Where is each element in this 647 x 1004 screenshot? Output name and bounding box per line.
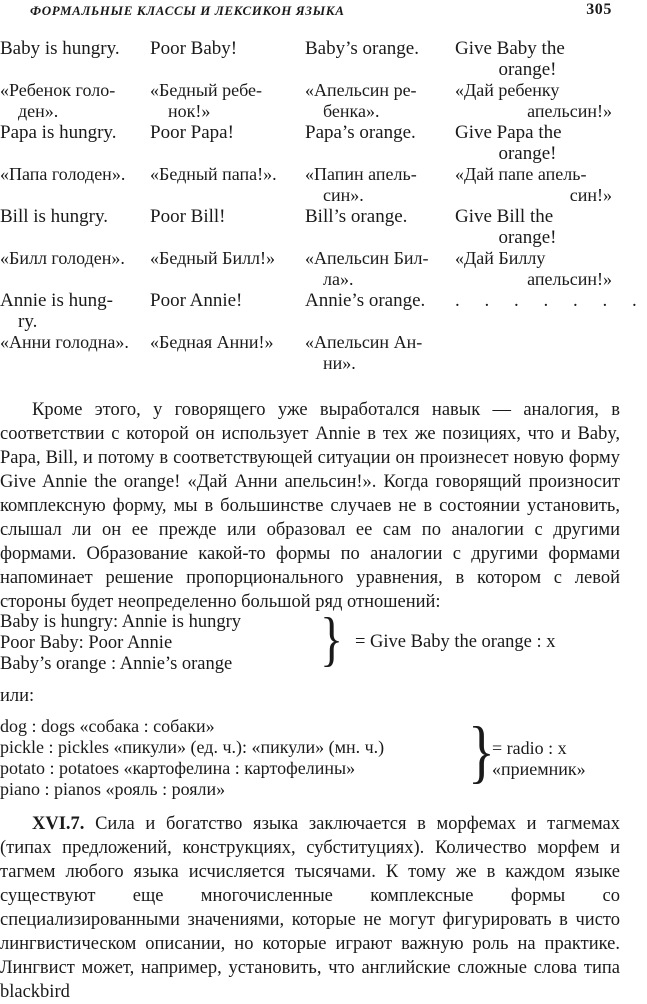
equation-2-line: dog : dogs «собака : собаки»: [0, 716, 215, 736]
table-cell: [150, 38, 305, 80]
equation-1-line: Baby’s orange : Annie’s orange: [0, 654, 233, 674]
equation-2-line: pickle : pickles «пикули» (ед. ч.): «пикули» (мн. ч.): [0, 737, 385, 757]
table-cell: [305, 164, 455, 206]
cell-line: апельсин!»: [527, 101, 612, 121]
table-cell: [455, 80, 620, 122]
table-cell: [455, 164, 620, 206]
table-cell: [150, 248, 305, 290]
cell-line: . . . . . . .: [455, 290, 647, 311]
table-cell: [305, 332, 455, 374]
cell-line: «Бедный Билл!»: [150, 248, 276, 268]
cell-line: «Дай Биллу: [455, 248, 546, 268]
cell-line: Baby’s orange.: [305, 38, 419, 59]
cell-line: ден».: [18, 101, 59, 121]
table-cell: [0, 290, 150, 332]
table-cell: [305, 290, 455, 332]
equation-2-left: [0, 716, 384, 800]
table-cell: [150, 206, 305, 248]
cell-line: ла».: [323, 269, 354, 289]
table-cell: [0, 164, 150, 206]
cell-line: orange!: [498, 143, 557, 164]
equation-2-result-gloss: «приемник»: [492, 759, 586, 779]
table-cell: [305, 248, 455, 290]
table-cell: [305, 206, 455, 248]
paragraph-section-xvi-7: [0, 812, 620, 1004]
running-head: ФОРМАЛЬНЫЕ КЛАССЫ И ЛЕКСИКОН ЯЗЫКА: [30, 3, 345, 18]
table-cell: [455, 248, 620, 290]
table-cell: [455, 38, 620, 80]
cell-line: Annie is hung-: [0, 290, 113, 311]
table-row: [0, 164, 620, 206]
cell-line: син!»: [569, 185, 612, 205]
cell-line: «Дай ребенку: [455, 80, 560, 100]
table-cell: [455, 332, 620, 374]
table-cell: [0, 248, 150, 290]
table-cell: [305, 122, 455, 164]
table-row: [0, 332, 620, 374]
cell-line: «Ребенок голо-: [0, 80, 116, 100]
cell-line: апельсин!»: [527, 269, 612, 289]
cell-line: «Билл голоден».: [0, 248, 125, 268]
equation-1-left: [0, 612, 241, 675]
cell-line: Give Papa the: [455, 122, 562, 143]
table-cell: [0, 38, 150, 80]
cell-line: orange!: [498, 227, 557, 248]
section-text: Сила и богатство языка заключается в морфемах и тагмемах (типах предложений, конструкциях, субституциях). Количество морфем и тагмем любого языка исчисляется тысячами. К тому же в каждом языке существуют еще многочисленные комплексные формы со специализированными значениями, которые не могут фигурировать в чисто лингвистическом описании, но которые играют важную роль на практике. Лингвист может, например, установить, что английские сложные слова типа blackbird: [0, 814, 621, 1002]
equation-2-result: [492, 738, 586, 780]
cell-line: «Папа голоден».: [0, 164, 126, 184]
table-cell: [150, 164, 305, 206]
right-brace: }: [320, 606, 344, 673]
table-cell: [305, 38, 455, 80]
cell-line: Poor Papa!: [150, 122, 234, 143]
table-row: [0, 290, 647, 332]
table-cell: [455, 206, 620, 248]
table-row: [0, 122, 620, 164]
cell-line: orange!: [498, 59, 557, 80]
table-cell: [0, 122, 150, 164]
cell-line: Bill is hungry.: [0, 206, 109, 227]
cell-line: ни».: [323, 353, 356, 373]
cell-line: «Апельсин Ан-: [305, 332, 423, 352]
table-cell: [150, 332, 305, 374]
or-label: или:: [0, 686, 35, 706]
cell-line: Baby is hungry.: [0, 38, 120, 59]
cell-line: Give Bill the: [455, 206, 554, 227]
page-number: 305: [586, 1, 612, 18]
equation-2-result-line: = radio : x: [492, 738, 567, 758]
cell-line: «Апельсин Бил-: [305, 248, 429, 268]
cell-line: «Бедная Анни!»: [150, 332, 274, 352]
table-cell: [0, 80, 150, 122]
equation-1-result: = Give Baby the orange : x: [355, 632, 556, 652]
cell-line: ry.: [18, 311, 38, 332]
cell-line: «Анни голодна».: [0, 332, 129, 352]
example-table: [0, 38, 647, 374]
cell-line: «Папин апель-: [305, 164, 417, 184]
cell-line: Bill’s orange.: [305, 206, 408, 227]
cell-line: Poor Bill!: [150, 206, 226, 227]
cell-line: Annie’s orange.: [305, 290, 426, 311]
table-cell: [150, 80, 305, 122]
cell-line: «Дай папе апель-: [455, 164, 587, 184]
table-row: [0, 80, 620, 122]
cell-line: «Бедный папа!».: [150, 164, 277, 184]
cell-line: «Бедный ребе-: [150, 80, 262, 100]
cell-line: Poor Annie!: [150, 290, 243, 311]
cell-line: нок!»: [168, 101, 211, 121]
equation-1-line: Poor Baby: Poor Annie: [0, 633, 173, 653]
table-cell: [455, 290, 647, 332]
cell-line: Papa’s orange.: [305, 122, 416, 143]
cell-line: «Апельсин ре-: [305, 80, 417, 100]
cell-line: бенка».: [323, 101, 380, 121]
table-row: [0, 248, 620, 290]
table-cell: [455, 122, 620, 164]
cell-line: Poor Baby!: [150, 38, 238, 59]
table-cell: [0, 332, 150, 374]
paragraph-analogy: Кроме этого, у говорящего уже выработался навык — аналогия, в соответствии с которой он использует Annie в тех же позициях, что и Baby, Papa, Bill, и потому в соответствующей ситуации он произнесет новую форму Give Annie the orange! «Дай Анни апельсин!». Когда говорящий произносит комплексную форму, мы в большинстве случаев не в состоянии установить, слышал ли он ее прежде или образовал ее сам по аналогии с другими формами. Образование какой-то формы по аналогии с другими формами напоминает решение пропорционального уравнения, в котором с левой стороны будет неопределенно большой ряд отношений:: [0, 400, 620, 612]
table-cell: [305, 80, 455, 122]
cell-line: син».: [323, 185, 364, 205]
table-cell: [150, 290, 305, 332]
table-cell: [0, 206, 150, 248]
table-cell: [150, 122, 305, 164]
equation-2-line: piano : pianos «рояль : рояли»: [0, 779, 226, 799]
section-number: XVI.7.: [32, 814, 85, 834]
cell-line: Papa is hungry.: [0, 122, 117, 143]
right-brace: }: [468, 713, 495, 791]
cell-line: Give Baby the: [455, 38, 565, 59]
equation-2-line: potato : potatoes «картофелина : картофелины»: [0, 758, 356, 778]
table-row: [0, 38, 620, 80]
page-header: [0, 0, 620, 24]
table-row: [0, 206, 620, 248]
equation-1-line: Baby is hungry: Annie is hungry: [0, 612, 242, 632]
